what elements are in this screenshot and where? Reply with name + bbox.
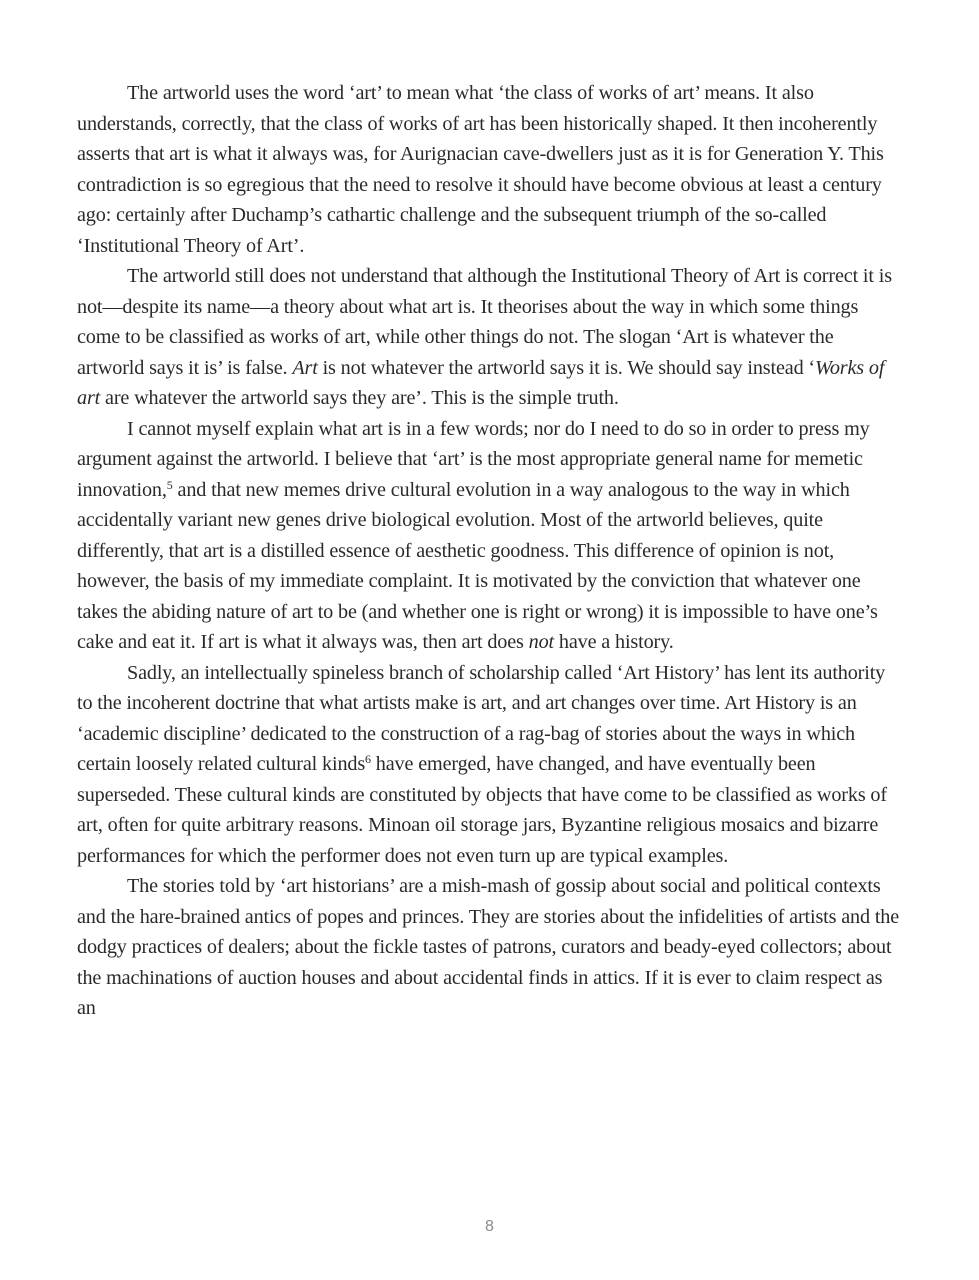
paragraph-text: I cannot myself explain what art is in a few words; nor do I need to do so in order to press my argument against the artworld. I believe that ‘art’ is the most appropriate general name for memetic innovation, — [77, 417, 870, 501]
paragraph-text: and that new memes drive cultural evolution in a way analogous to the way in which accidentally variant new genes drive biological evolution. Most of the artworld believes, quite differently, that art is a distilled essence of aesthetic goodness. This difference of opinion is not, however, the basis of my immediate complaint. It is motivated by the conviction that whatever one takes the abiding nature of art to be (and whether one is right or wrong) it is impossible to have one’s cake and eat it. If art is what it always was, then art does — [77, 478, 878, 653]
emphasis-not: not — [528, 631, 554, 653]
emphasis-works-of-art: Works of art — [77, 356, 885, 409]
paragraph-2 — [77, 261, 903, 414]
footnote-ref-5[interactable]: 5 — [166, 477, 173, 492]
paragraph-1 — [77, 78, 903, 261]
paragraph-5 — [77, 871, 903, 1024]
emphasis-art: Art — [292, 356, 318, 379]
paragraph-text: Sadly, an intellectually spineless branch of scholarship called ‘Art History’ has lent its authority to the incoherent doctrine that what artists make is art, and art changes over time. Art History is an ‘academic discipline’ dedicated to the construction of a rag-bag of stories about the ways in which certain loosely related cultural kinds — [77, 661, 886, 775]
page-number: 8 — [485, 1218, 494, 1235]
document-body — [77, 78, 903, 1024]
paragraph-text: have a history. — [554, 631, 674, 653]
paragraph-3 — [77, 414, 903, 658]
paragraph-text: The artworld still does not understand that although the Institutional Theory of Art is correct it is not—despite its name—a theory about what art is. It theorises about the way in which some things come to be classified as works of art, while other things do not. The slogan ‘Art is whatever the artworld says it is’ is false. — [77, 265, 892, 379]
paragraph-text: are whatever the artworld says they are’. This is the simple truth. — [100, 387, 619, 409]
paragraph-4 — [77, 658, 903, 872]
paragraph-text: The artworld uses the word ‘art’ to mean what ‘the class of works of art’ means. It also understands, correctly, that the class of works of art has been historically shaped. It then incoherently asserts that art is what it always was, for Aurignacian cave-dwellers just as it is for Generation Y. This contradiction is so egregious that the need to resolve it should have become obvious at least a century ago: certainly after Duchamp’s cathartic challenge and the subsequent triumph of the so-called ‘Institutional Theory of Art’. — [77, 82, 884, 257]
paragraph-text: have emerged, have changed, and have eventually been superseded. These cultural kinds are constituted by objects that have come to be classified as works of art, often for quite arbitrary reasons. Minoan oil storage jars, Byzantine religious mosaics and bizarre performances for which the performer does not even turn up are typical examples. — [77, 753, 887, 867]
paragraph-text: The stories told by ‘art historians’ are a mish-mash of gossip about social and political contexts and the hare-brained antics of popes and princes. They are stories about the infidelities of artists and the dodgy practices of dealers; about the fickle tastes of patrons, curators and beady-eyed collectors; about the machinations of auction houses and about accidental finds in attics. If it is ever to claim respect as an — [77, 875, 900, 1019]
paragraph-text: is not whatever the artworld says it is. We should say instead ‘ — [317, 356, 816, 379]
footnote-ref-6[interactable]: 6 — [365, 752, 371, 766]
